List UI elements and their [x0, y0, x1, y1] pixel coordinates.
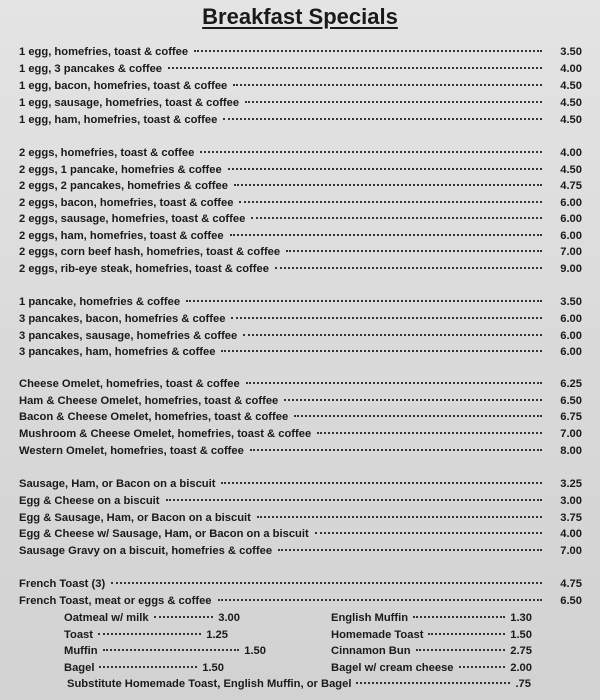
dot-leader [413, 616, 505, 618]
menu-item [19, 213, 582, 229]
dot-leader [218, 599, 542, 601]
menu-item [19, 80, 582, 96]
item-name: Egg & Cheese w/ Sausage, Ham, or Bacon on a biscuit [19, 528, 309, 540]
item-price: 6.00 [560, 313, 582, 325]
menu-item [19, 478, 582, 494]
side-name: Toast [64, 629, 94, 641]
item-price: 4.50 [560, 164, 582, 176]
menu-item [19, 545, 582, 561]
dot-leader [315, 532, 542, 534]
item-price: 6.00 [560, 230, 582, 242]
dot-leader [275, 267, 542, 269]
menu-item [19, 197, 582, 213]
side-name: Cinnamon Bun [331, 645, 411, 657]
menu-item [19, 445, 582, 461]
dot-leader [250, 449, 542, 451]
dot-leader [278, 549, 542, 551]
item-name: Western Omelet, homefries, toast & coffee [19, 445, 244, 457]
item-price: 7.00 [560, 428, 582, 440]
item-name: 2 eggs, homefries, toast & coffee [19, 147, 195, 159]
dot-leader [284, 399, 542, 401]
dot-leader [286, 250, 542, 252]
menu-item [19, 246, 582, 262]
dot-leader [251, 217, 542, 219]
side-price: 2.00 [510, 662, 532, 674]
item-price: 8.00 [560, 445, 582, 457]
item-price: 6.00 [560, 330, 582, 342]
dot-leader [194, 50, 542, 52]
item-price: 4.00 [560, 63, 582, 75]
dot-leader [459, 666, 506, 668]
side-item [64, 629, 228, 645]
item-name: 1 egg, bacon, homefries, toast & coffee [19, 80, 228, 92]
item-price: 4.00 [560, 147, 582, 159]
dot-leader [166, 499, 543, 501]
item-price: 4.00 [560, 528, 582, 540]
item-price: 4.50 [560, 114, 582, 126]
dot-leader [356, 682, 510, 684]
substitute-item [67, 678, 531, 694]
item-name: 1 egg, homefries, toast & coffee [19, 46, 189, 58]
item-name: 2 eggs, corn beef hash, homefries, toast & coffee [19, 246, 281, 258]
menu-item [19, 495, 582, 511]
item-name: 3 pancakes, ham, homefries & coffee [19, 346, 216, 358]
menu-item [19, 378, 582, 394]
item-name: Mushroom & Cheese Omelet, homefries, toast & coffee [19, 428, 312, 440]
side-item [331, 629, 532, 645]
menu-item [19, 296, 582, 312]
side-name: Oatmeal w/ milk [64, 612, 149, 624]
menu-item [19, 147, 582, 163]
dot-leader [245, 101, 542, 103]
menu-item [19, 330, 582, 346]
side-price: 2.75 [510, 645, 532, 657]
dot-leader [234, 184, 542, 186]
item-name: Egg & Sausage, Ham, or Bacon on a biscuit [19, 512, 251, 524]
item-name: Sausage Gravy on a biscuit, homefries & coffee [19, 545, 273, 557]
side-price: 1.50 [510, 629, 532, 641]
menu-item [19, 346, 582, 362]
dot-leader [233, 84, 542, 86]
item-name: 2 eggs, 2 pancakes, homefries & coffee [19, 180, 228, 192]
dot-leader [223, 118, 542, 120]
side-name: Homemade Toast [331, 629, 424, 641]
item-price: 3.00 [560, 495, 582, 507]
item-name: 3 pancakes, sausage, homefries & coffee [19, 330, 238, 342]
dot-leader [416, 649, 506, 651]
item-name: 3 pancakes, bacon, homefries & coffee [19, 313, 226, 325]
dot-leader [98, 633, 201, 635]
item-price: 3.75 [560, 512, 582, 524]
side-item [331, 612, 532, 628]
dot-leader [168, 67, 542, 69]
dot-leader [243, 334, 542, 336]
item-price: 6.50 [560, 595, 582, 607]
dot-leader [230, 234, 542, 236]
item-price: 3.50 [560, 296, 582, 308]
item-price: 6.00 [560, 197, 582, 209]
dot-leader [231, 317, 542, 319]
side-price: 1.50 [244, 645, 266, 657]
dot-leader [103, 649, 240, 651]
dot-leader [294, 415, 542, 417]
item-price: 6.75 [560, 411, 582, 423]
substitute-name: Substitute Homemade Toast, English Muffin, or Bagel [67, 678, 352, 690]
menu-item [19, 411, 582, 427]
item-name: 1 pancake, homefries & coffee [19, 296, 181, 308]
dot-leader [428, 633, 505, 635]
side-name: Muffin [64, 645, 98, 657]
item-name: Ham & Cheese Omelet, homefries, toast & coffee [19, 395, 279, 407]
item-price: 6.50 [560, 395, 582, 407]
dot-leader [200, 151, 542, 153]
side-price: 3.00 [218, 612, 240, 624]
menu-item [19, 395, 582, 411]
item-name: 2 eggs, bacon, homefries, toast & coffee [19, 197, 234, 209]
item-price: 4.75 [560, 578, 582, 590]
dot-leader [239, 201, 542, 203]
dot-leader [186, 300, 542, 302]
menu-item [19, 97, 582, 113]
menu-title-text: Breakfast Specials [202, 4, 398, 29]
side-name: Bagel w/ cream cheese [331, 662, 454, 674]
dot-leader [317, 432, 542, 434]
item-price: 7.00 [560, 545, 582, 557]
side-item [331, 645, 532, 661]
item-price: 4.75 [560, 180, 582, 192]
side-price: 1.30 [510, 612, 532, 624]
item-name: 2 eggs, sausage, homefries, toast & coffee [19, 213, 246, 225]
menu-item [19, 63, 582, 79]
item-name: French Toast (3) [19, 578, 106, 590]
side-name: English Muffin [331, 612, 409, 624]
dot-leader [221, 482, 542, 484]
item-price: 3.25 [560, 478, 582, 490]
side-price: 1.50 [202, 662, 224, 674]
item-name: 2 eggs, 1 pancake, homefries & coffee [19, 164, 222, 176]
item-name: Egg & Cheese on a biscuit [19, 495, 160, 507]
dot-leader [257, 516, 542, 518]
item-name: Cheese Omelet, homefries, toast & coffee [19, 378, 240, 390]
menu-item [19, 263, 582, 279]
menu-item [19, 164, 582, 180]
menu-item [19, 428, 582, 444]
side-item [64, 645, 266, 661]
item-price: 6.25 [560, 378, 582, 390]
menu-item [19, 313, 582, 329]
item-name: 2 eggs, ham, homefries, toast & coffee [19, 230, 224, 242]
item-name: Sausage, Ham, or Bacon on a biscuit [19, 478, 216, 490]
item-name: French Toast, meat or eggs & coffee [19, 595, 212, 607]
menu-item [19, 46, 582, 62]
item-price: 6.00 [560, 346, 582, 358]
menu-item [19, 230, 582, 246]
item-name: 1 egg, 3 pancakes & coffee [19, 63, 163, 75]
item-price: 4.50 [560, 97, 582, 109]
item-price: 9.00 [560, 263, 582, 275]
item-name: 1 egg, ham, homefries, toast & coffee [19, 114, 218, 126]
dot-leader [99, 666, 197, 668]
menu-item [19, 180, 582, 196]
menu-item [19, 595, 582, 611]
side-item [64, 612, 240, 628]
dot-leader [221, 350, 542, 352]
menu-title [0, 4, 600, 30]
dot-leader [154, 616, 214, 618]
side-name: Bagel [64, 662, 95, 674]
substitute-price: .75 [515, 678, 531, 690]
item-price: 6.00 [560, 213, 582, 225]
menu-item [19, 528, 582, 544]
item-price: 4.50 [560, 80, 582, 92]
item-name: 1 egg, sausage, homefries, toast & coffee [19, 97, 240, 109]
item-price: 3.50 [560, 46, 582, 58]
item-price: 7.00 [560, 246, 582, 258]
dot-leader [111, 582, 542, 584]
item-name: 2 eggs, rib-eye steak, homefries, toast & coffee [19, 263, 269, 275]
item-name: Bacon & Cheese Omelet, homefries, toast & coffee [19, 411, 289, 423]
menu-item [19, 512, 582, 528]
menu-item [19, 114, 582, 130]
menu-item [19, 578, 582, 594]
dot-leader [228, 168, 542, 170]
side-item [64, 662, 224, 678]
dot-leader [246, 382, 542, 384]
side-price: 1.25 [206, 629, 228, 641]
side-item [331, 662, 532, 678]
